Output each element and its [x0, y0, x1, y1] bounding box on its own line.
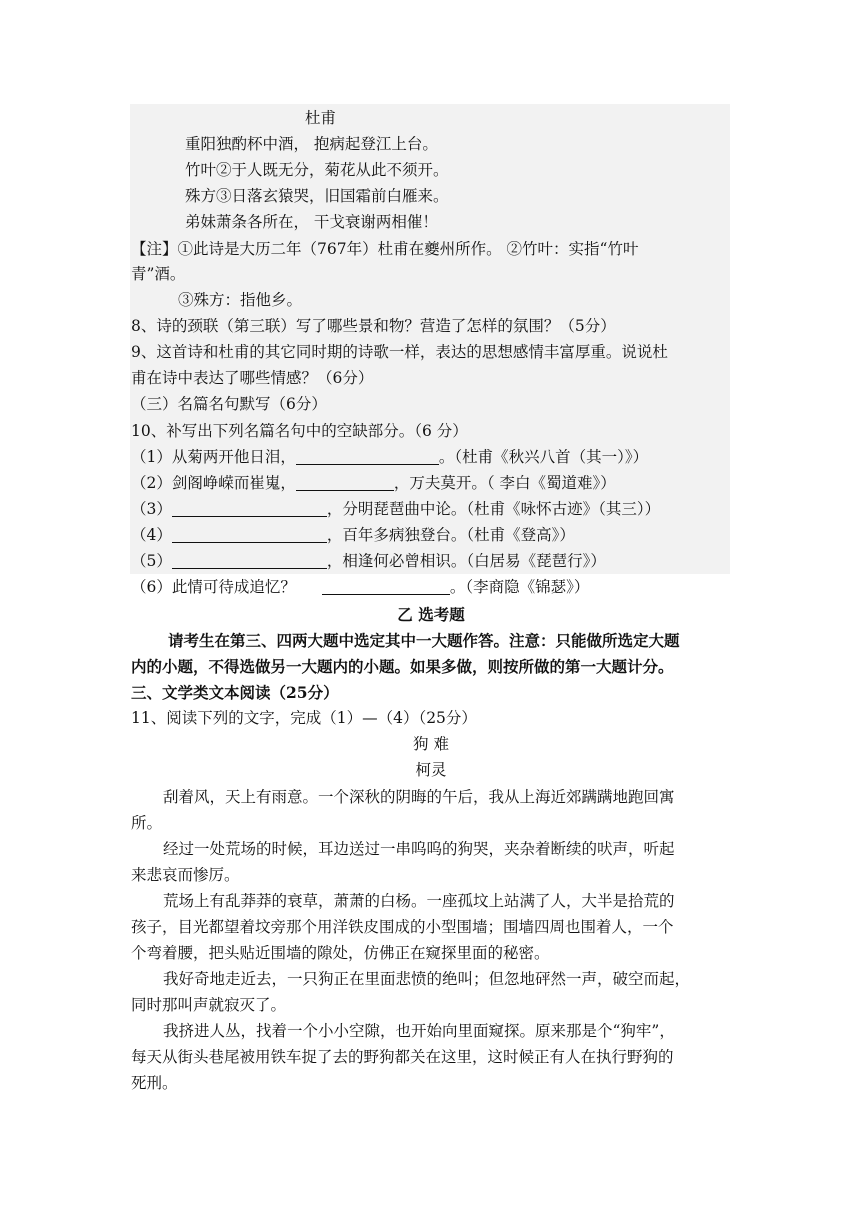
fill-blank-item [131, 523, 731, 548]
question-11: 11、阅读下列的文字，完成（1）—（4）（25分） [131, 709, 477, 727]
fill-blank-suffix: ，分明琵琶曲中论。（杜甫《咏怀古迹》（其三）） [326, 500, 661, 518]
fill-blank-suffix: ，百年多病独登台。（杜甫《登高》） [326, 526, 575, 544]
fill-blank-item [131, 471, 731, 496]
answer-blank[interactable] [172, 552, 327, 569]
poem-author: 杜甫 [305, 109, 337, 127]
section-heading: （三）名篇名句默写（6分） [131, 395, 327, 413]
poem-note: ③殊方：指他乡。 [178, 291, 303, 309]
fill-blank-suffix: 。（李商隐《锦瑟》） [449, 578, 590, 596]
story-paragraph-line: 我挤进人丛，找着一个小小空隙，也开始向里面窥探。原来那是个“狗牢”， [163, 1022, 675, 1040]
story-paragraph-line: 每天从街头巷尾被用铁车捉了去的野狗都关在这里，这时候正有人在执行野狗的 [131, 1048, 674, 1066]
elective-instruction: 请考生在第三、四两大题中选定其中一大题作答。注意：只能做所选定大题 [168, 631, 680, 650]
fill-blank-prefix: （4） [131, 526, 172, 544]
question-9: 甫在诗中表达了哪些情感？（6分） [131, 369, 374, 387]
answer-blank[interactable] [296, 474, 394, 491]
fill-blank-prefix: （2）剑阁峥嵘而崔嵬， [131, 474, 296, 492]
poem-line: 弟妹萧条各所在， 干戈衰谢两相催！ [185, 213, 438, 231]
fill-blank-prefix: （6）此情可待成追忆？ [131, 578, 296, 596]
story-paragraph-line: 个弯着腰，把头贴近围墙的隙处，仿佛正在窥探里面的秘密。 [131, 944, 550, 962]
question-10: 10、补写出下列名篇名句中的空缺部分。（6 分） [131, 422, 468, 440]
story-paragraph-line: 所。 [131, 814, 163, 832]
question-9: 9、这首诗和杜甫的其它同时期的诗歌一样，表达的思想感情丰富厚重。说说杜 [131, 343, 668, 361]
story-paragraph-line: 刮着风，天上有雨意。一个深秋的阴晦的午后，我从上海近郊蹒蹒地跑回寓 [163, 788, 675, 806]
poem-line: 殊方③日落玄猿哭，旧国霜前白雁来。 [185, 187, 449, 205]
answer-blank[interactable] [172, 526, 327, 543]
fill-blank-item [131, 445, 731, 470]
elective-title: 乙 选考题 [397, 605, 465, 624]
poem-note: 青”酒。 [131, 265, 186, 283]
fill-blank-item [131, 497, 731, 522]
story-paragraph-line: 死刑。 [131, 1074, 178, 1092]
fill-blank-prefix: （5） [131, 552, 172, 570]
story-paragraph-line: 经过一处荒场的时候，耳边送过一串呜呜的狗哭，夹杂着断续的吠声，听起 [163, 840, 675, 858]
fill-blank-item [131, 549, 731, 574]
question-8: 8、诗的颈联（第三联）写了哪些景和物？营造了怎样的氛围？（5分） [131, 317, 616, 335]
fill-blank-prefix: （1）从菊两开他日泪， [131, 448, 296, 466]
story-paragraph-line: 来悲哀而惨厉。 [131, 866, 240, 884]
story-title: 狗 难 [413, 735, 449, 753]
section-heading: 三、文学类文本阅读（25分） [131, 683, 339, 702]
answer-blank[interactable] [322, 578, 450, 595]
poem-line: 竹叶②于人既无分，菊花从此不须开。 [185, 161, 449, 179]
story-paragraph-line: 孩子，目光都望着坟旁那个用洋铁皮围成的小型围墙；围墙四周也围着人，一个 [131, 918, 674, 936]
fill-blank-suffix: 。（杜甫《秋兴八首（其一）》） [438, 448, 649, 466]
fill-blank-suffix: ，相逢何必曾相识。（白居易《琵琶行》） [326, 552, 606, 570]
poem-note: 【注】①此诗是大历二年（767年）杜甫在夔州所作。 ②竹叶：实指“竹叶 [131, 240, 639, 258]
fill-blank-item [131, 575, 731, 600]
answer-blank[interactable] [172, 500, 327, 517]
poem-line: 重阳独酌杯中酒， 抱病起登江上台。 [185, 135, 438, 153]
fill-blank-prefix: （3） [131, 500, 172, 518]
story-paragraph-line: 同时那叫声就寂灭了。 [131, 996, 287, 1014]
answer-blank[interactable] [296, 448, 439, 465]
story-paragraph-line: 荒场上有乱莽莽的衰草，萧萧的白杨。一座孤坟上站满了人，大半是拾荒的 [163, 892, 675, 910]
story-author: 柯灵 [415, 761, 447, 779]
fill-blank-suffix: ，万夫莫开。（ 李白《蜀道难》） [393, 474, 616, 492]
elective-instruction: 内的小题，不得选做另一大题内的小题。如果多做，则按所做的第一大题计分。 [131, 657, 674, 676]
story-paragraph-line: 我好奇地走近去，一只狗正在里面悲愤的绝叫；但忽地砰然一声，破空而起， [163, 970, 691, 988]
